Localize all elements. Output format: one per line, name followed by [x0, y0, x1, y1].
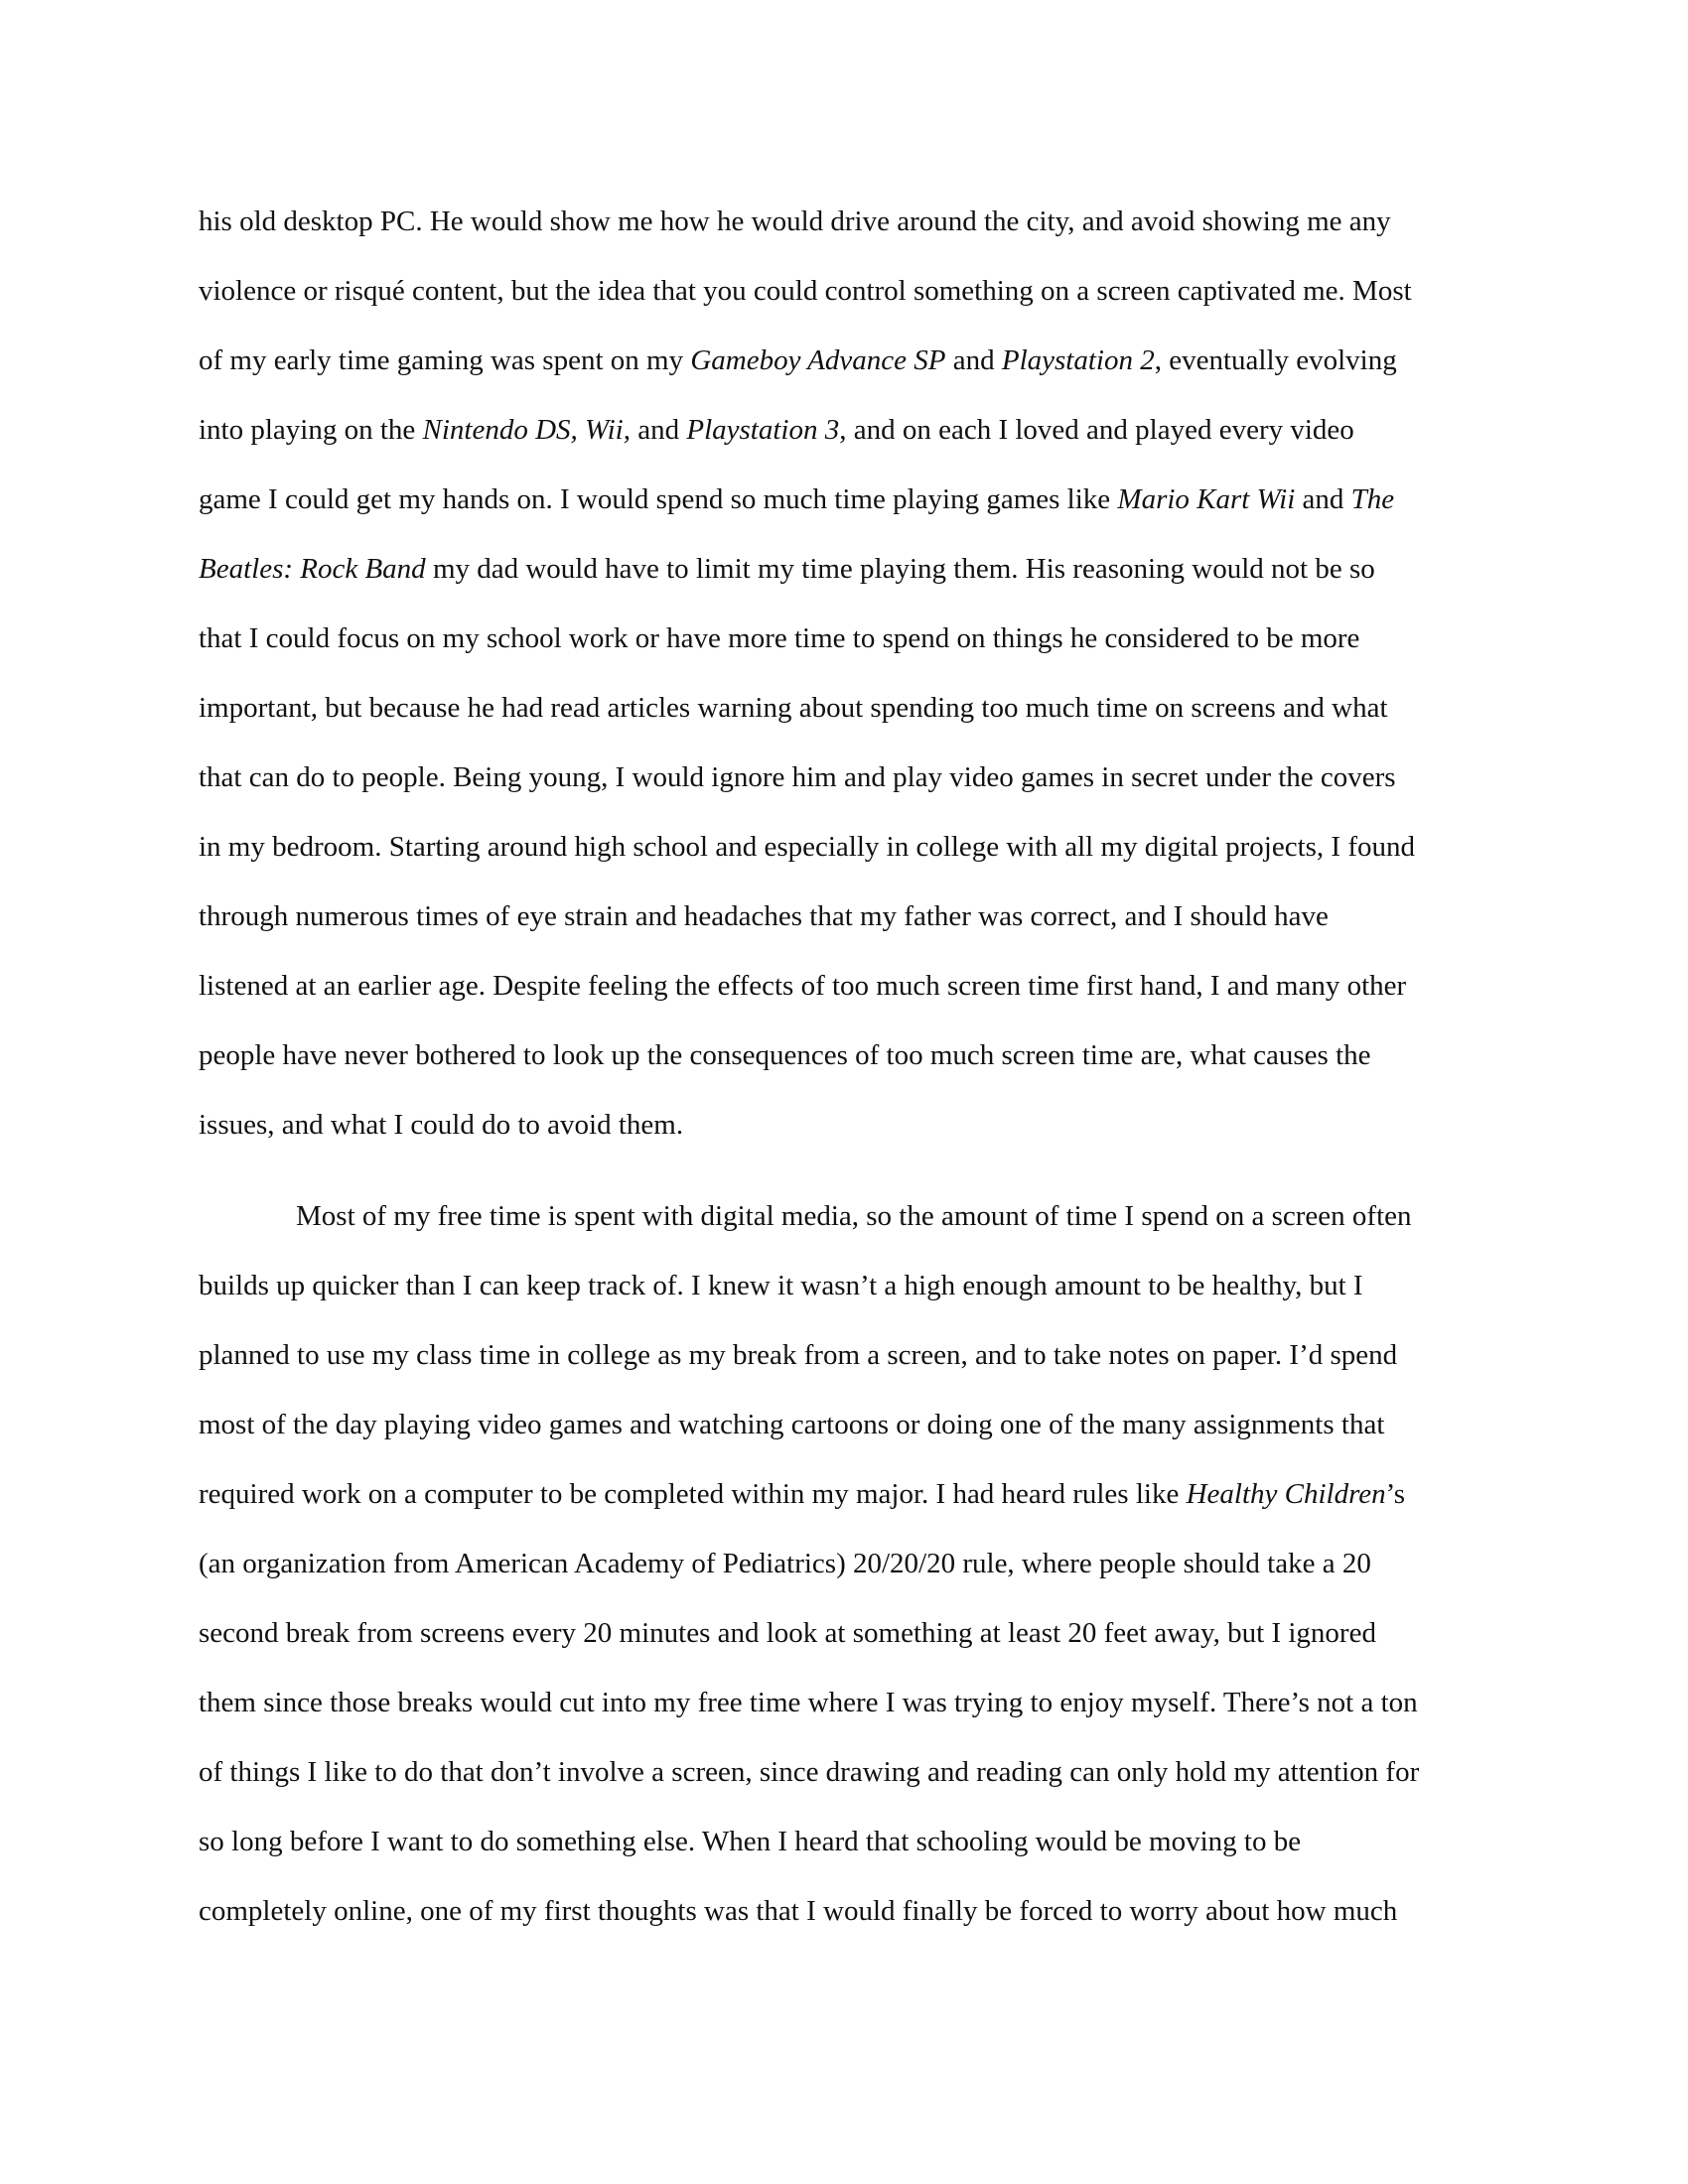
text-run: , and on each I loved and played every video [839, 414, 1354, 446]
text-run: completely online, one of my first thoughts was that I would finally be forced to worry about how much [199, 1895, 1398, 1927]
text-run: Most of my free time is spent with digital media, so the amount of time I spend on a screen often [296, 1200, 1412, 1232]
text-line [199, 1021, 1499, 1090]
text-run: (an organization from American Academy of Pediatrics) 20/20/20 rule, where people should take a 20 [199, 1548, 1371, 1579]
text-run: people have never bothered to look up the consequences of too much screen time are, what causes the [199, 1039, 1371, 1071]
text-run: , eventually evolving [1154, 344, 1397, 376]
text-line [199, 1090, 1499, 1160]
text-run: and [630, 414, 687, 446]
text-run: ’s [1385, 1478, 1406, 1510]
text-line [199, 1320, 1499, 1390]
text-line [199, 256, 1499, 326]
text-run: listened at an earlier age. Despite feeling the effects of too much screen time first hand, I and many other [199, 970, 1407, 1002]
text-line [199, 1737, 1499, 1807]
text-run: issues, and what I could do to avoid them. [199, 1109, 684, 1141]
text-line [199, 743, 1499, 812]
text-run: game I could get my hands on. I would spend so much time playing games like [199, 483, 1118, 515]
text-run: that I could focus on my school work or have more time to spend on things he considered to be more [199, 622, 1360, 654]
text-line [199, 1598, 1499, 1668]
text-line [199, 812, 1499, 882]
italic-title: Gameboy Advance SP [690, 344, 946, 376]
italic-title: Playstation 2 [1001, 344, 1155, 376]
text-line [199, 1390, 1499, 1459]
text-run: that can do to people. Being young, I would ignore him and play video games in secret under the covers [199, 761, 1396, 793]
text-run: second break from screens every 20 minutes and look at something at least 20 feet away, but I ignored [199, 1617, 1376, 1649]
text-run: in my bedroom. Starting around high school and especially in college with all my digital projects, I found [199, 831, 1415, 863]
paragraph-gap [199, 1160, 1499, 1181]
text-run: required work on a computer to be completed within my major. I had heard rules like [199, 1478, 1187, 1510]
text-line [199, 1668, 1499, 1737]
paragraph-1 [199, 187, 1499, 1160]
text-line [199, 1529, 1499, 1598]
text-line [199, 326, 1499, 395]
text-line [199, 534, 1499, 604]
text-run: my dad would have to limit my time playing them. His reasoning would not be so [425, 553, 1375, 585]
text-line [199, 395, 1499, 465]
text-line [199, 1876, 1499, 1946]
text-run: of things I like to do that don’t involve a screen, since drawing and reading can only hold my attention for [199, 1756, 1420, 1788]
text-line [199, 1181, 1499, 1251]
paragraph-2 [199, 1181, 1499, 1946]
text-run: through numerous times of eye strain and headaches that my father was correct, and I should have [199, 900, 1329, 932]
italic-title: Mario Kart Wii [1117, 483, 1296, 515]
text-line [199, 604, 1499, 673]
text-run: violence or risqué content, but the idea that you could control something on a screen captivated me. Most [199, 275, 1412, 307]
text-run: into playing on the [199, 414, 423, 446]
italic-title: Beatles: Rock Band [199, 553, 426, 585]
text-run: builds up quicker than I can keep track of. I knew it wasn’t a high enough amount to be healthy, but I [199, 1270, 1363, 1301]
text-line [199, 1251, 1499, 1320]
text-run: of my early time gaming was spent on my [199, 344, 691, 376]
italic-title: Playstation 3 [686, 414, 840, 446]
text-line [199, 1807, 1499, 1876]
text-run: planned to use my class time in college as my break from a screen, and to take notes on paper. I’d spend [199, 1339, 1398, 1371]
italic-title: The [1350, 483, 1395, 515]
text-run: and [945, 344, 1002, 376]
italic-title: Healthy Children [1186, 1478, 1386, 1510]
text-line [199, 882, 1499, 951]
text-run: important, but because he had read articles warning about spending too much time on screens and what [199, 692, 1388, 724]
text-run: most of the day playing video games and watching cartoons or doing one of the many assignments that [199, 1409, 1385, 1440]
text-line [199, 465, 1499, 534]
body-text [199, 187, 1499, 1946]
text-line [199, 1459, 1499, 1529]
text-run: and [1295, 483, 1351, 515]
italic-title: Nintendo DS, Wii, [422, 414, 631, 446]
text-run: his old desktop PC. He would show me how he would drive around the city, and avoid showing me any [199, 205, 1391, 237]
text-run: so long before I want to do something else. When I heard that schooling would be moving to be [199, 1826, 1302, 1857]
text-line [199, 673, 1499, 743]
text-run: them since those breaks would cut into my free time where I was trying to enjoy myself. There’s not a ton [199, 1687, 1418, 1718]
text-line [199, 187, 1499, 256]
text-line [199, 951, 1499, 1021]
